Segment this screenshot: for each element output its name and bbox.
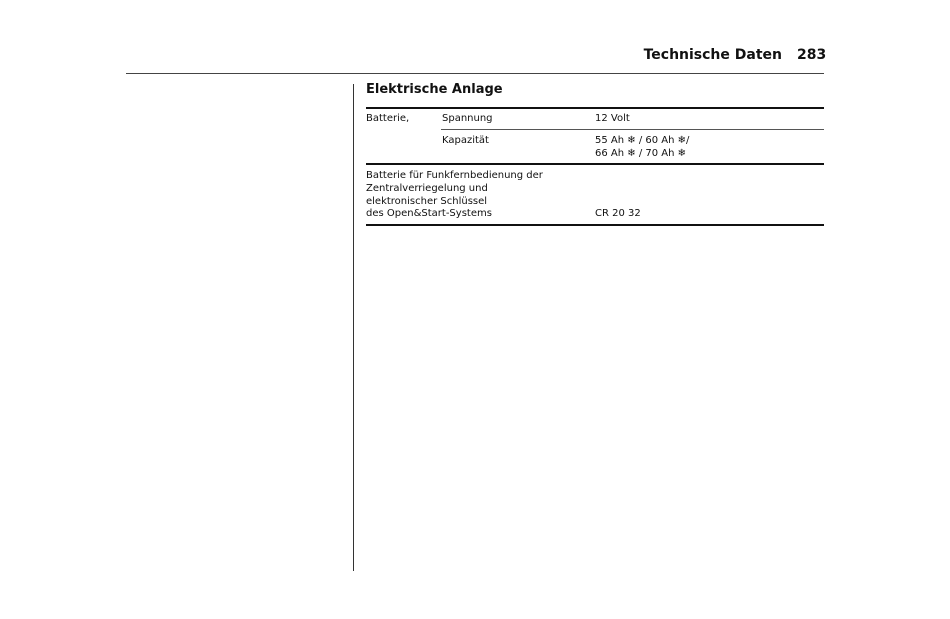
battery-section-rule <box>366 163 824 165</box>
section-title: Elektrische Anlage <box>366 82 503 97</box>
table-bottom-rule <box>366 224 824 226</box>
battery-label: Batterie, <box>366 113 410 124</box>
remote-battery-value: CR 20 32 <box>595 208 641 219</box>
header-divider <box>126 73 824 74</box>
table-top-rule <box>366 107 824 109</box>
capacity-value-line-2: 66 Ah ❄ / 70 Ah ❄ <box>595 148 687 159</box>
capacity-row-rule <box>441 129 824 130</box>
column-divider <box>353 84 354 571</box>
remote-battery-label-line-1: Batterie für Funkfernbedienung der <box>366 170 543 181</box>
remote-battery-label-line-4: des Open&Start-Systems <box>366 208 492 219</box>
voltage-value: 12 Volt <box>595 113 630 124</box>
capacity-value-line-1: 55 Ah ❄ / 60 Ah ❄/ <box>595 135 690 146</box>
capacity-label: Kapazität <box>442 135 489 146</box>
remote-battery-label-line-2: Zentralverriegelung und <box>366 183 488 194</box>
voltage-label: Spannung <box>442 113 493 124</box>
page-header-title: Technische Daten <box>643 47 782 63</box>
page-number: 283 <box>797 47 827 63</box>
remote-battery-label-line-3: elektronischer Schlüssel <box>366 196 488 207</box>
